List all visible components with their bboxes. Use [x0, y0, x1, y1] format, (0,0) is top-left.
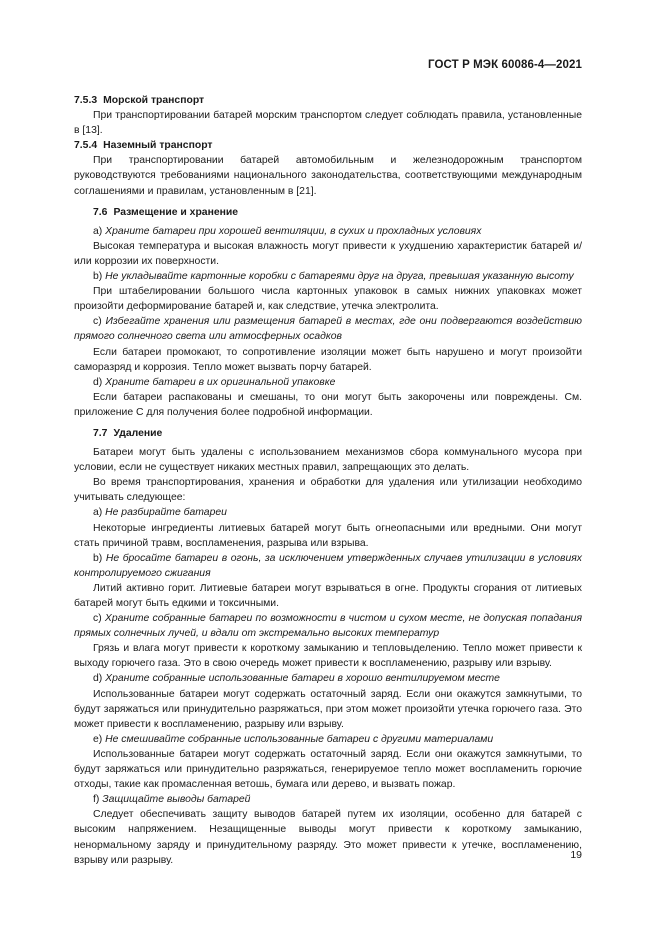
section-number: 7.5.3: [74, 95, 98, 106]
item-title: Защищайте выводы батарей: [102, 794, 251, 806]
section-number: 7.5.4: [74, 140, 98, 152]
recommendation-item: [74, 551, 582, 581]
paragraph: При штабелировании большого числа картонных упаковок в самых нижних упаковках может произойти деформирование батарей и, как следствие, утечка электролита.: [74, 286, 582, 313]
section-number: 7.6: [93, 206, 108, 218]
item-letter: c): [93, 316, 102, 328]
recommendation-item: [74, 269, 582, 284]
paragraph: Использованные батареи могут содержать остаточный заряд. Если они окажутся замкнутыми, то будут заряжаться или принудительно разряжаться, генерируемое тепло может воспламенить горючие отходы, такие как промасленная ветошь, бумага или дерево, и вызвать пожар.: [74, 748, 582, 791]
section-title: Наземный транспорт: [103, 140, 213, 152]
recommendation-item: [74, 611, 582, 641]
item-letter: a): [93, 507, 103, 519]
document-body: [74, 93, 582, 868]
paragraph: При транспортировании батарей автомобильным и железнодорожным транспортом руководствуются требованиями национального законодательства, соответствующими международным соглашениями и правилам, установленным в [21].: [74, 155, 582, 197]
paragraph: Если батареи распакованы и смешаны, то они могут быть закорочены или повреждены. См. приложение С для получения более подробной информации.: [74, 391, 582, 418]
section-title: Морской транспорт: [103, 95, 205, 106]
item-title: Не укладывайте картонные коробки с батареями друг на друга, превышая указанную высоту: [105, 271, 574, 283]
subsection-heading-7-5-3: [74, 93, 582, 108]
item-letter: a): [93, 225, 103, 237]
item-letter: d): [93, 673, 103, 685]
paragraph: Литий активно горит. Литиевые батареи могут взрываться в огне. Продукты сгорания от литиевых батарей могут быть едкими и токсичными.: [74, 582, 582, 609]
paragraph: При транспортировании батарей морским транспортом следует соблюдать правила, установленные в [13].: [74, 110, 582, 137]
paragraph: Некоторые ингредиенты литиевых батарей могут быть огнеопасными или вредными. Они могут стать причиной травм, воспламенения, разрыва или взрыва.: [74, 522, 582, 549]
item-letter: b): [93, 271, 103, 283]
paragraph: Использованные батареи могут содержать остаточный заряд. Если они окажутся замкнутыми, то будут заряжаться или принудительно разряжаться, при этом может произойти утечка горючего газа. Это может привести к воспламенению, разрыву или взрыву.: [74, 688, 582, 730]
recommendation-item: [74, 505, 582, 520]
item-title: Храните батареи в их оригинальной упаковке: [105, 376, 336, 388]
item-title: Храните батареи при хорошей вентиляции, в сухих и прохладных условиях: [105, 225, 482, 237]
standard-id-header: ГОСТ Р МЭК 60086-4—2021: [428, 59, 582, 71]
paragraph: Если батареи промокают, то сопротивление изоляции может быть нарушено и могут произойти саморазряд и коррозия. Тепло может вызвать порчу батарей.: [74, 346, 582, 373]
paragraph: Следует обеспечивать защиту выводов батарей путем их изоляции, особенно для батарей с высоким напряжением. Незащищенные выводы могут привести к короткому замыканию, ненормальному заряду и принудительному разряду. Это может привести к утечке, воспламенению, взрыву или разрыву.: [74, 809, 582, 866]
section-heading-7-7: [74, 426, 582, 441]
recommendation-item: [74, 314, 582, 344]
item-title: Избегайте хранения или размещения батарей в местах, где они подвергаются воздействию прямого солнечного света или атмосферных осадков: [74, 316, 582, 343]
paragraph: Высокая температура и высокая влажность могут привести к ухудшению характеристик батарей и/или коррозии их поверхности.: [74, 240, 582, 267]
page-number: 19: [570, 849, 582, 861]
recommendation-item: [74, 792, 582, 807]
item-title: Не разбирайте батареи: [105, 507, 227, 519]
item-title: Не бросайте батареи в огонь, за исключением утвержденных случаев утилизации в условиях контролируемого сжигания: [74, 552, 582, 579]
recommendation-item: [74, 375, 582, 390]
paragraph: Грязь и влага могут привести к короткому замыканию и тепловыделению. Тепло может привести к выходу горючего газа. Это в свою очередь может привести к воспламенению, разрыву или взрыву.: [74, 643, 582, 670]
item-letter: c): [93, 613, 102, 625]
item-letter: f): [93, 794, 100, 806]
item-title: Храните собранные батареи по возможности в чистом и сухом месте, не допуская попадания прямых солнечных лучей, и вдали от экстремально высоких температур: [74, 613, 582, 640]
recommendation-item: [74, 671, 582, 686]
subsection-heading-7-5-4: [74, 138, 582, 153]
item-letter: d): [93, 376, 103, 388]
item-title: Не смешивайте собранные использованные батареи с другими материалами: [105, 733, 494, 745]
paragraph: Во время транспортирования, хранения и обработки для удаления или утилизации необходимо учитывать следующее:: [74, 477, 582, 504]
item-title: Храните собранные использованные батареи в хорошо вентилируемом месте: [105, 673, 500, 685]
section-title: Удаление: [113, 427, 163, 439]
recommendation-item: [74, 224, 582, 239]
section-title: Размещение и хранение: [113, 206, 239, 218]
item-letter: b): [93, 552, 103, 564]
section-number: 7.7: [93, 427, 108, 439]
paragraph: Батареи могут быть удалены с использованием механизмов сбора коммунального мусора при условии, если не существует никаких местных правил, запрещающих это делать.: [74, 447, 582, 474]
section-heading-7-6: [74, 205, 582, 220]
item-letter: e): [93, 733, 103, 745]
recommendation-item: [74, 732, 582, 747]
